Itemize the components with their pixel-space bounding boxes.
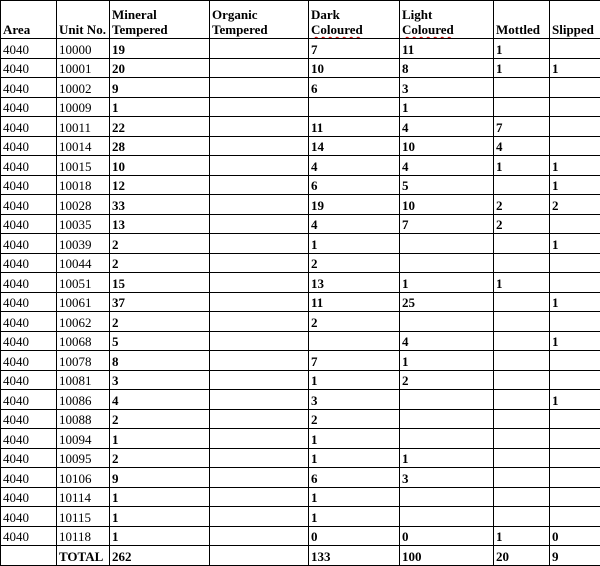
cell-mottled — [494, 331, 550, 351]
cell-organic-tempered — [210, 409, 309, 429]
table-row — [1, 370, 600, 390]
table-row — [1, 507, 600, 527]
cell-dark-coloured — [309, 97, 400, 117]
cell-light-coloured: 7 — [400, 214, 494, 234]
header-dark-coloured: Dark Coloured — [309, 1, 400, 39]
header-mineral-tempered: Mineral Tempered — [110, 1, 210, 39]
table-row — [1, 214, 600, 234]
cell-mottled — [494, 97, 550, 117]
cell-mineral-tempered: 20 — [110, 58, 210, 78]
cell-mineral-tempered: 9 — [110, 78, 210, 98]
cell-light-coloured: 25 — [400, 292, 494, 312]
header-light-coloured: Light Coloured — [400, 1, 494, 39]
cell-light-coloured: 3 — [400, 78, 494, 98]
cell-area: 4040 — [1, 370, 57, 390]
cell-area: 4040 — [1, 312, 57, 332]
cell-dark-coloured: 6 — [309, 78, 400, 98]
cell-slipped: 1 — [550, 58, 600, 78]
cell-area: 4040 — [1, 97, 57, 117]
cell-mineral-tempered: 2 — [110, 409, 210, 429]
total-dark-coloured: 133 — [309, 546, 400, 566]
cell-light-coloured: 3 — [400, 468, 494, 488]
table-row — [1, 136, 600, 156]
cell-organic-tempered — [210, 214, 309, 234]
cell-slipped — [550, 487, 600, 507]
cell-mineral-tempered: 4 — [110, 390, 210, 410]
cell-dark-coloured: 1 — [309, 429, 400, 449]
cell-mineral-tempered: 1 — [110, 526, 210, 546]
cell-organic-tempered — [210, 117, 309, 137]
table-body — [1, 39, 600, 566]
cell-mottled — [494, 312, 550, 332]
cell-area: 4040 — [1, 390, 57, 410]
cell-unit-no: 10081 — [57, 370, 110, 390]
cell-slipped — [550, 409, 600, 429]
cell-area: 4040 — [1, 58, 57, 78]
cell-organic-tempered — [210, 253, 309, 273]
total-organic-tempered — [210, 546, 309, 566]
header-slipped: Slipped — [550, 1, 600, 39]
cell-unit-no: 10009 — [57, 97, 110, 117]
cell-area: 4040 — [1, 429, 57, 449]
header-unit-no: Unit No. — [57, 1, 110, 39]
cell-unit-no: 10061 — [57, 292, 110, 312]
total-area — [1, 546, 57, 566]
cell-slipped — [550, 253, 600, 273]
total-mottled: 20 — [494, 546, 550, 566]
cell-dark-coloured: 11 — [309, 292, 400, 312]
cell-organic-tempered — [210, 292, 309, 312]
cell-unit-no: 10000 — [57, 39, 110, 59]
cell-unit-no: 10039 — [57, 234, 110, 254]
cell-slipped: 1 — [550, 390, 600, 410]
cell-dark-coloured: 3 — [309, 390, 400, 410]
cell-dark-coloured: 1 — [309, 507, 400, 527]
cell-organic-tempered — [210, 175, 309, 195]
cell-unit-no: 10014 — [57, 136, 110, 156]
total-row — [1, 546, 600, 566]
cell-mottled — [494, 370, 550, 390]
cell-area: 4040 — [1, 331, 57, 351]
cell-mineral-tempered: 22 — [110, 117, 210, 137]
cell-area: 4040 — [1, 292, 57, 312]
header-row — [1, 1, 600, 39]
cell-mineral-tempered: 2 — [110, 312, 210, 332]
cell-light-coloured: 1 — [400, 97, 494, 117]
cell-organic-tempered — [210, 370, 309, 390]
cell-slipped — [550, 273, 600, 293]
cell-organic-tempered — [210, 468, 309, 488]
cell-unit-no: 10035 — [57, 214, 110, 234]
cell-unit-no: 10015 — [57, 156, 110, 176]
table-row — [1, 390, 600, 410]
cell-light-coloured: 10 — [400, 136, 494, 156]
cell-unit-no: 10088 — [57, 409, 110, 429]
cell-area: 4040 — [1, 195, 57, 215]
total-light-coloured: 100 — [400, 546, 494, 566]
cell-mottled — [494, 234, 550, 254]
header-mottled: Mottled — [494, 1, 550, 39]
cell-area: 4040 — [1, 156, 57, 176]
cell-dark-coloured: 2 — [309, 409, 400, 429]
table-row — [1, 97, 600, 117]
cell-mineral-tempered: 13 — [110, 214, 210, 234]
table-row — [1, 292, 600, 312]
cell-unit-no: 10062 — [57, 312, 110, 332]
cell-unit-no: 10094 — [57, 429, 110, 449]
cell-area: 4040 — [1, 526, 57, 546]
cell-dark-coloured: 6 — [309, 468, 400, 488]
cell-organic-tempered — [210, 39, 309, 59]
cell-slipped — [550, 351, 600, 371]
cell-area: 4040 — [1, 487, 57, 507]
table-row — [1, 234, 600, 254]
cell-mottled — [494, 351, 550, 371]
total-label: TOTAL — [57, 546, 110, 566]
cell-slipped: 1 — [550, 331, 600, 351]
cell-unit-no: 10114 — [57, 487, 110, 507]
cell-mottled: 4 — [494, 136, 550, 156]
cell-unit-no: 10028 — [57, 195, 110, 215]
cell-light-coloured — [400, 507, 494, 527]
cell-light-coloured — [400, 487, 494, 507]
cell-mineral-tempered: 1 — [110, 507, 210, 527]
cell-mottled: 1 — [494, 58, 550, 78]
cell-unit-no: 10078 — [57, 351, 110, 371]
cell-mottled — [494, 292, 550, 312]
table-row — [1, 156, 600, 176]
cell-unit-no: 10118 — [57, 526, 110, 546]
cell-organic-tempered — [210, 312, 309, 332]
cell-mineral-tempered: 33 — [110, 195, 210, 215]
cell-organic-tempered — [210, 234, 309, 254]
cell-slipped: 1 — [550, 292, 600, 312]
cell-area: 4040 — [1, 175, 57, 195]
table-row — [1, 253, 600, 273]
cell-unit-no: 10095 — [57, 448, 110, 468]
cell-slipped — [550, 78, 600, 98]
cell-organic-tempered — [210, 136, 309, 156]
cell-slipped: 2 — [550, 195, 600, 215]
cell-area: 4040 — [1, 78, 57, 98]
cell-light-coloured — [400, 253, 494, 273]
cell-organic-tempered — [210, 97, 309, 117]
cell-mottled — [494, 448, 550, 468]
cell-dark-coloured: 7 — [309, 351, 400, 371]
cell-mottled: 7 — [494, 117, 550, 137]
cell-dark-coloured: 1 — [309, 370, 400, 390]
table-row — [1, 273, 600, 293]
table-row — [1, 351, 600, 371]
cell-light-coloured: 1 — [400, 351, 494, 371]
cell-mottled — [494, 487, 550, 507]
table-row — [1, 448, 600, 468]
total-slipped: 9 — [550, 546, 600, 566]
cell-light-coloured: 10 — [400, 195, 494, 215]
cell-mineral-tempered: 19 — [110, 39, 210, 59]
cell-slipped — [550, 136, 600, 156]
cell-mineral-tempered: 9 — [110, 468, 210, 488]
cell-slipped — [550, 370, 600, 390]
cell-mineral-tempered: 1 — [110, 429, 210, 449]
cell-area: 4040 — [1, 448, 57, 468]
cell-unit-no: 10086 — [57, 390, 110, 410]
cell-area: 4040 — [1, 351, 57, 371]
cell-mottled: 1 — [494, 156, 550, 176]
cell-dark-coloured: 6 — [309, 175, 400, 195]
cell-light-coloured: 8 — [400, 58, 494, 78]
cell-dark-coloured: 7 — [309, 39, 400, 59]
cell-dark-coloured: 10 — [309, 58, 400, 78]
cell-dark-coloured: 2 — [309, 253, 400, 273]
cell-light-coloured: 5 — [400, 175, 494, 195]
cell-light-coloured: 1 — [400, 273, 494, 293]
cell-mineral-tempered: 28 — [110, 136, 210, 156]
table-row — [1, 117, 600, 137]
cell-light-coloured — [400, 390, 494, 410]
cell-light-coloured — [400, 429, 494, 449]
cell-slipped — [550, 468, 600, 488]
cell-mottled: 2 — [494, 195, 550, 215]
cell-unit-no: 10011 — [57, 117, 110, 137]
cell-light-coloured: 2 — [400, 370, 494, 390]
table-row — [1, 487, 600, 507]
cell-dark-coloured — [309, 331, 400, 351]
cell-light-coloured — [400, 312, 494, 332]
cell-slipped — [550, 429, 600, 449]
cell-organic-tempered — [210, 526, 309, 546]
cell-unit-no: 10001 — [57, 58, 110, 78]
table-row — [1, 409, 600, 429]
cell-unit-no: 10106 — [57, 468, 110, 488]
cell-dark-coloured: 13 — [309, 273, 400, 293]
cell-light-coloured: 4 — [400, 156, 494, 176]
cell-mottled — [494, 468, 550, 488]
cell-mottled — [494, 78, 550, 98]
cell-mottled: 2 — [494, 214, 550, 234]
cell-mineral-tempered: 10 — [110, 156, 210, 176]
cell-dark-coloured: 14 — [309, 136, 400, 156]
cell-organic-tempered — [210, 507, 309, 527]
cell-organic-tempered — [210, 195, 309, 215]
cell-organic-tempered — [210, 273, 309, 293]
cell-light-coloured: 0 — [400, 526, 494, 546]
cell-mineral-tempered: 2 — [110, 253, 210, 273]
cell-light-coloured — [400, 409, 494, 429]
cell-organic-tempered — [210, 78, 309, 98]
cell-mineral-tempered: 5 — [110, 331, 210, 351]
cell-dark-coloured: 4 — [309, 214, 400, 234]
cell-slipped — [550, 448, 600, 468]
cell-area: 4040 — [1, 468, 57, 488]
cell-mottled — [494, 390, 550, 410]
cell-mottled — [494, 175, 550, 195]
cell-mottled: 1 — [494, 39, 550, 59]
cell-light-coloured: 11 — [400, 39, 494, 59]
table-row — [1, 312, 600, 332]
table-row — [1, 78, 600, 98]
cell-mottled: 1 — [494, 273, 550, 293]
table-row — [1, 195, 600, 215]
cell-mottled — [494, 429, 550, 449]
cell-mottled: 1 — [494, 526, 550, 546]
table-row — [1, 468, 600, 488]
cell-mineral-tempered: 2 — [110, 234, 210, 254]
cell-area: 4040 — [1, 136, 57, 156]
table-row — [1, 58, 600, 78]
cell-slipped: 0 — [550, 526, 600, 546]
cell-light-coloured: 1 — [400, 448, 494, 468]
cell-organic-tempered — [210, 156, 309, 176]
cell-slipped: 1 — [550, 156, 600, 176]
cell-organic-tempered — [210, 487, 309, 507]
table-row — [1, 39, 600, 59]
cell-mottled — [494, 507, 550, 527]
cell-mineral-tempered: 1 — [110, 487, 210, 507]
cell-organic-tempered — [210, 58, 309, 78]
cell-mineral-tempered: 1 — [110, 97, 210, 117]
cell-area: 4040 — [1, 39, 57, 59]
cell-light-coloured — [400, 234, 494, 254]
cell-organic-tempered — [210, 331, 309, 351]
cell-mineral-tempered: 3 — [110, 370, 210, 390]
cell-mineral-tempered: 2 — [110, 448, 210, 468]
cell-dark-coloured: 2 — [309, 312, 400, 332]
cell-area: 4040 — [1, 507, 57, 527]
cell-dark-coloured: 1 — [309, 234, 400, 254]
cell-area: 4040 — [1, 253, 57, 273]
cell-mineral-tempered: 8 — [110, 351, 210, 371]
cell-dark-coloured: 1 — [309, 487, 400, 507]
cell-mineral-tempered: 37 — [110, 292, 210, 312]
cell-unit-no: 10051 — [57, 273, 110, 293]
cell-light-coloured: 4 — [400, 117, 494, 137]
cell-slipped — [550, 117, 600, 137]
cell-area: 4040 — [1, 234, 57, 254]
cell-area: 4040 — [1, 117, 57, 137]
cell-dark-coloured: 4 — [309, 156, 400, 176]
cell-unit-no: 10018 — [57, 175, 110, 195]
cell-unit-no: 10068 — [57, 331, 110, 351]
cell-area: 4040 — [1, 273, 57, 293]
header-area: Area — [1, 1, 57, 39]
cell-unit-no: 10002 — [57, 78, 110, 98]
cell-dark-coloured: 0 — [309, 526, 400, 546]
cell-organic-tempered — [210, 351, 309, 371]
cell-slipped: 1 — [550, 175, 600, 195]
cell-light-coloured: 4 — [400, 331, 494, 351]
cell-slipped — [550, 97, 600, 117]
cell-organic-tempered — [210, 390, 309, 410]
table-row — [1, 331, 600, 351]
cell-slipped — [550, 507, 600, 527]
table-row — [1, 429, 600, 449]
cell-mottled — [494, 409, 550, 429]
header-organic-tempered: Organic Tempered — [210, 1, 309, 39]
cell-mineral-tempered: 15 — [110, 273, 210, 293]
cell-area: 4040 — [1, 214, 57, 234]
cell-slipped: 1 — [550, 234, 600, 254]
cell-area: 4040 — [1, 409, 57, 429]
cell-unit-no: 10115 — [57, 507, 110, 527]
cell-slipped — [550, 39, 600, 59]
cell-dark-coloured: 11 — [309, 117, 400, 137]
cell-mineral-tempered: 12 — [110, 175, 210, 195]
cell-unit-no: 10044 — [57, 253, 110, 273]
cell-mottled — [494, 253, 550, 273]
cell-dark-coloured: 19 — [309, 195, 400, 215]
table-row — [1, 526, 600, 546]
total-mineral-tempered: 262 — [110, 546, 210, 566]
cell-slipped — [550, 312, 600, 332]
cell-organic-tempered — [210, 448, 309, 468]
cell-organic-tempered — [210, 429, 309, 449]
table-row — [1, 175, 600, 195]
cell-dark-coloured: 1 — [309, 448, 400, 468]
cell-slipped — [550, 214, 600, 234]
